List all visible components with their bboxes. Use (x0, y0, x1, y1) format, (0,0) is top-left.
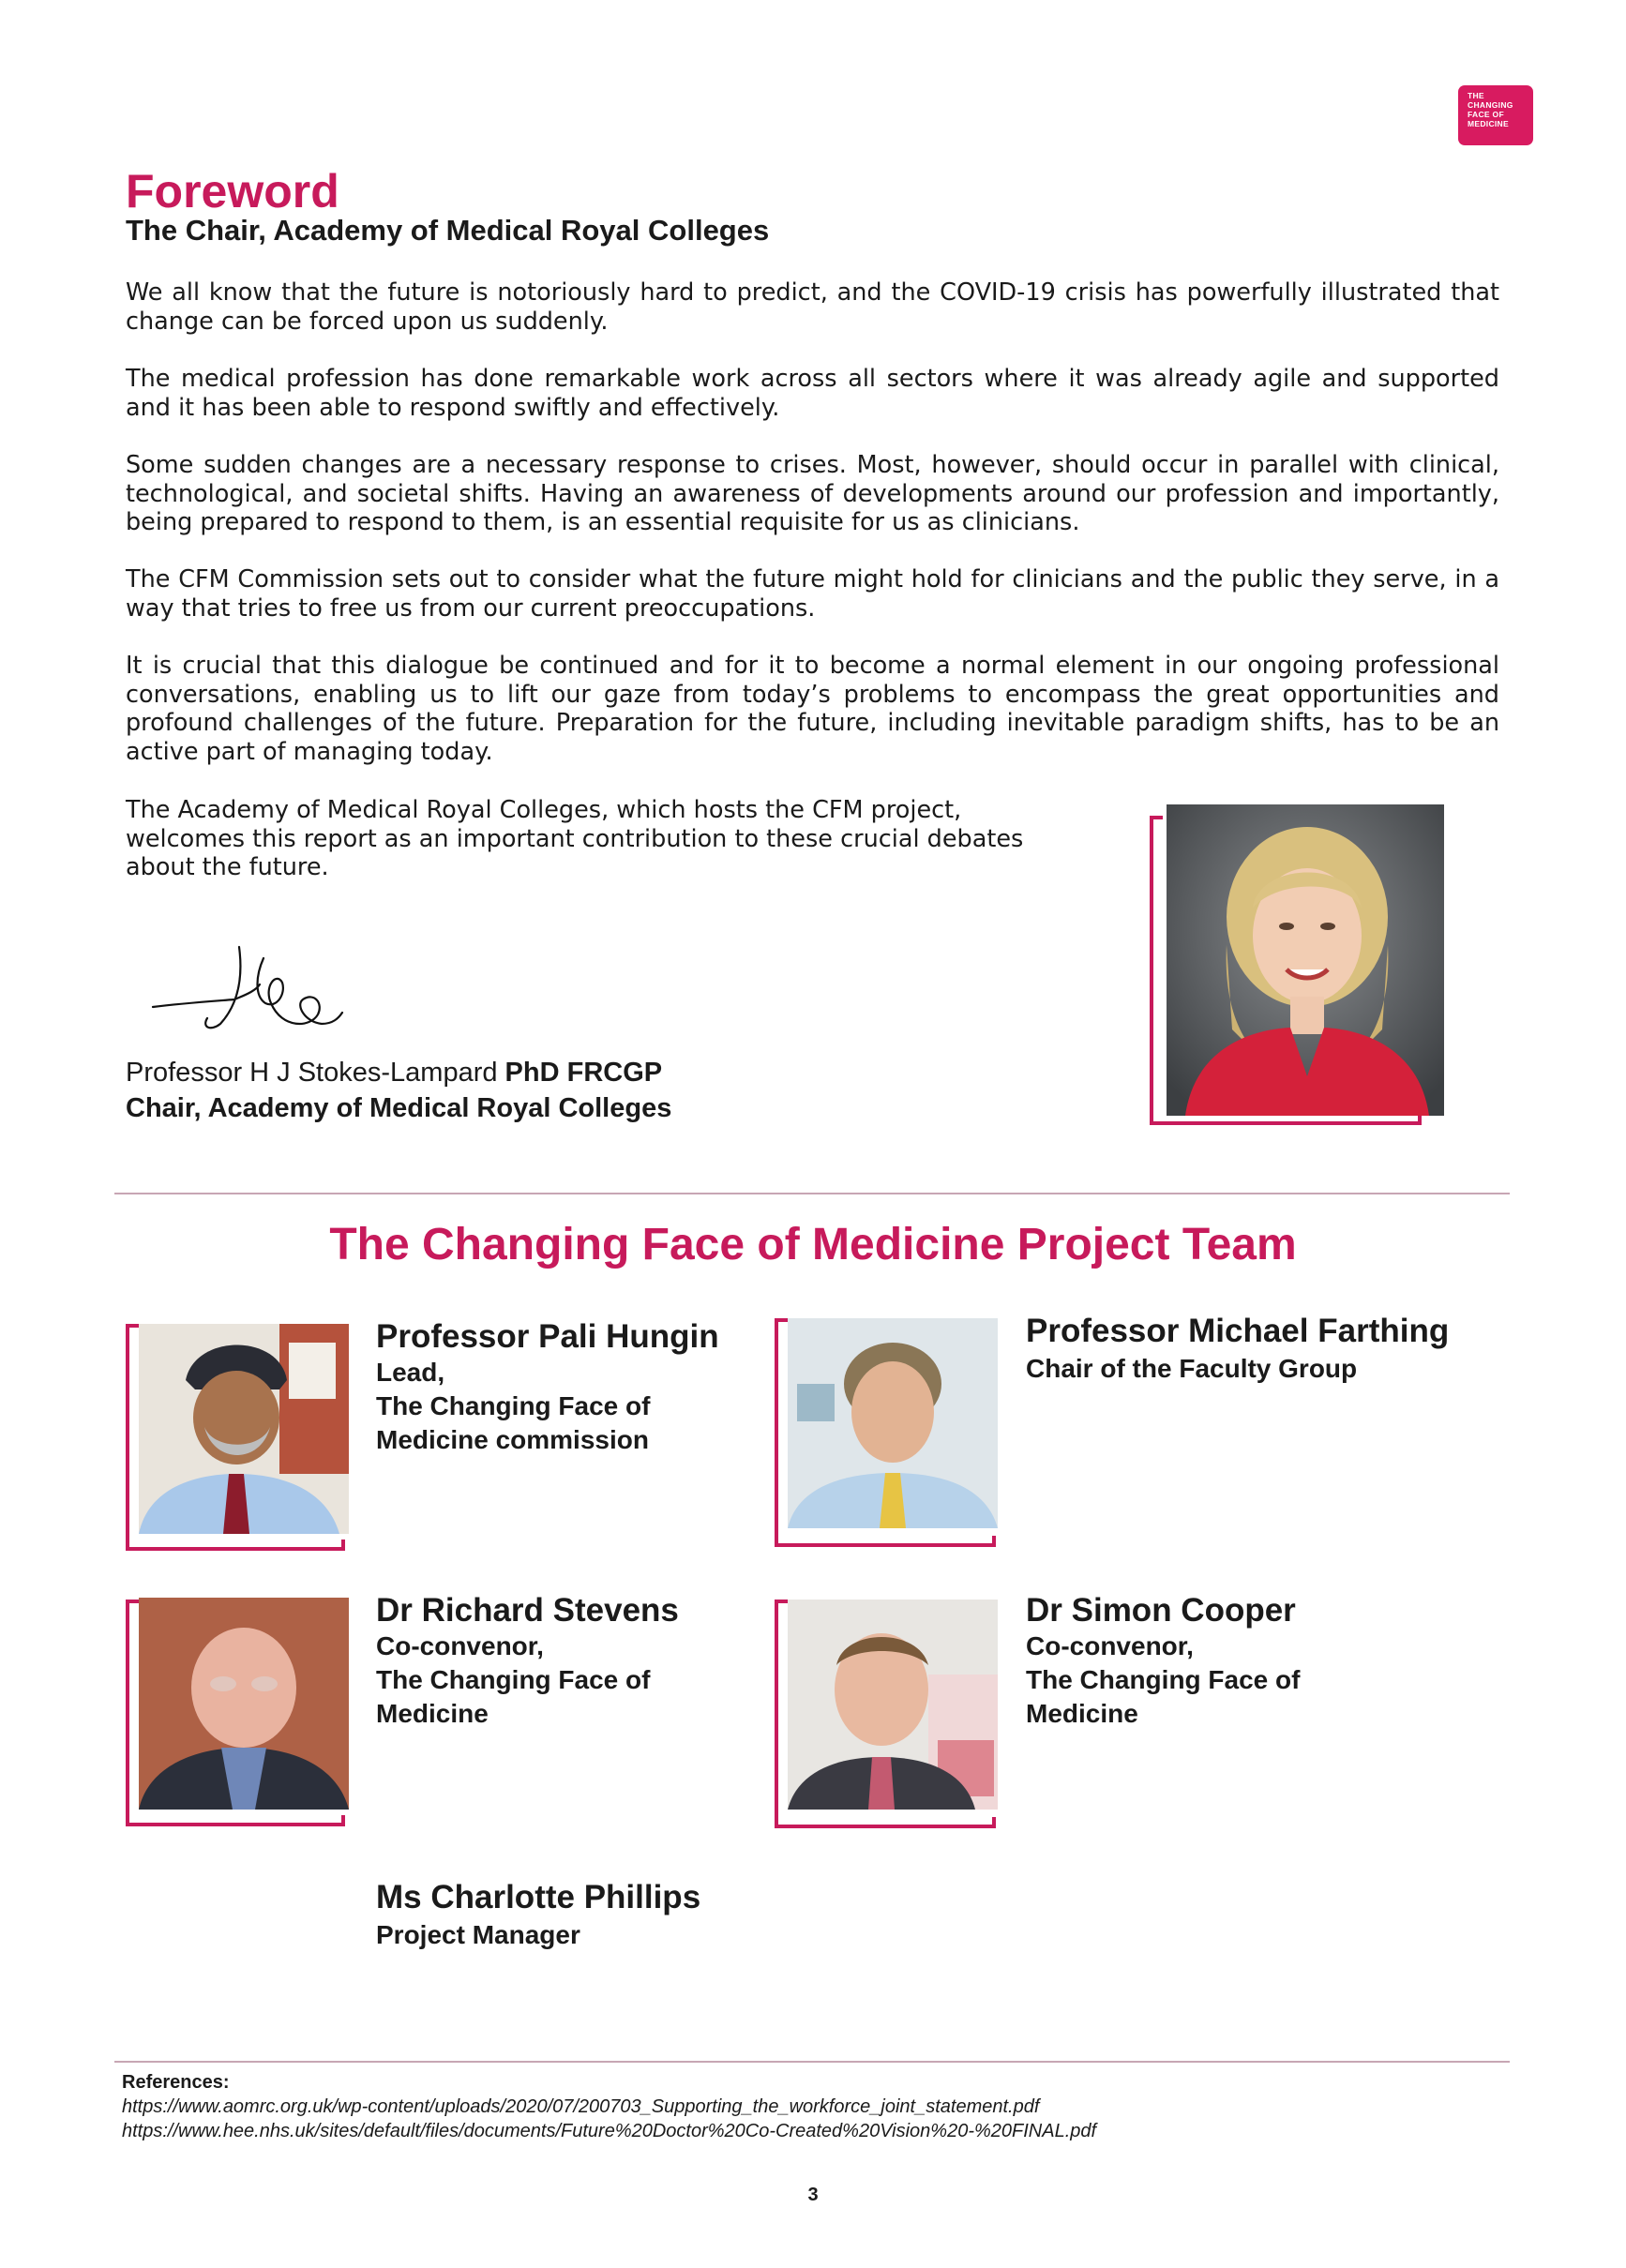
foreword-paragraph: The CFM Commission sets out to consider what the future might hold for clinicians and the public they serve, in a way that tries to free us from our current preoccupations. (126, 565, 1499, 623)
logo-line: FACE OF (1468, 110, 1504, 119)
member-role: Co-convenor, (376, 1631, 544, 1660)
member-role: Project Manager (376, 1920, 580, 1949)
team-title: The Changing Face of Medicine Project Team (329, 1220, 1297, 1269)
member-role: Co-convenor, (1026, 1631, 1194, 1660)
member-role: Medicine (376, 1699, 489, 1728)
member-role: Chair of the Faculty Group (1026, 1354, 1358, 1383)
signatory-credentials: PhD FRCGP (504, 1058, 663, 1088)
chair-photo (1167, 804, 1444, 1116)
member-name: Dr Richard Stevens (376, 1592, 679, 1629)
member-name: Ms Charlotte Phillips (376, 1879, 701, 1915)
member-role: Medicine (1026, 1699, 1138, 1728)
foreword-paragraph: It is crucial that this dialogue be continued and for it to become a normal element in our ongoing professional conversations, enabling us to lift our gaze from today’s problems to encompass the great opportunities and profound challenges of the future. Preparation for the future, including inevitable paradigm shifts, has to be an active part of managing today. (126, 652, 1499, 766)
member-name: Professor Michael Farthing (1026, 1313, 1450, 1349)
member-role: Medicine commission (376, 1425, 649, 1454)
reference-link[interactable]: https://www.hee.nhs.uk/sites/default/files/documents/Future%20Doctor%20Co-Created%20Vision%20-%20FINAL.pdf (122, 2121, 1097, 2141)
logo-line: THE (1468, 91, 1484, 100)
member-photo (139, 1598, 349, 1810)
section-divider (114, 1193, 1510, 1194)
foreword-subheading: The Chair, Academy of Medical Royal Colleges (126, 214, 770, 247)
foreword-heading: Foreword (126, 165, 339, 218)
cfm-logo (1458, 85, 1533, 145)
member-photo (788, 1600, 998, 1810)
member-photo (139, 1324, 349, 1534)
references-label: References: (122, 2072, 230, 2093)
signatory-title: Chair, Academy of Medical Royal Colleges (126, 1093, 672, 1123)
member-role: Lead, (376, 1358, 445, 1387)
member-name: Professor Pali Hungin (376, 1318, 719, 1355)
foreword-paragraph: We all know that the future is notoriously hard to predict, and the COVID-19 crisis has powerfully illustrated that change can be forced upon us suddenly. (126, 278, 1499, 336)
references-divider (114, 2061, 1510, 2063)
member-role: The Changing Face of (376, 1665, 651, 1694)
signatory-name: Professor H J Stokes-Lampard (126, 1058, 498, 1088)
member-name: Dr Simon Cooper (1026, 1592, 1296, 1629)
signature-image (145, 938, 399, 1041)
foreword-paragraph: The Academy of Medical Royal Colleges, which hosts the CFM project, welcomes this report as an important contribution to these crucial debates about the future. (126, 796, 1024, 881)
member-role: The Changing Face of (376, 1391, 651, 1420)
member-role: The Changing Face of (1026, 1665, 1301, 1694)
logo-line: CHANGING (1468, 100, 1513, 110)
page-number: 3 (807, 2185, 819, 2205)
signatory-line (126, 1056, 662, 1089)
reference-link[interactable]: https://www.aomrc.org.uk/wp-content/uploads/2020/07/200703_Supporting_the_workforce_joint_statement.pdf (122, 2096, 1040, 2117)
logo-line: MEDICINE (1468, 119, 1509, 128)
member-photo (788, 1318, 998, 1528)
foreword-paragraph: Some sudden changes are a necessary response to crises. Most, however, should occur in parallel with clinical, technological, and societal shifts. Having an awareness of developments around our profession and importantly, being prepared to respond to them, is an essential requisite for us as clinicians. (126, 451, 1499, 536)
foreword-paragraph: The medical profession has done remarkable work across all sectors where it was already agile and supported and it has been able to respond swiftly and effectively. (126, 365, 1499, 422)
